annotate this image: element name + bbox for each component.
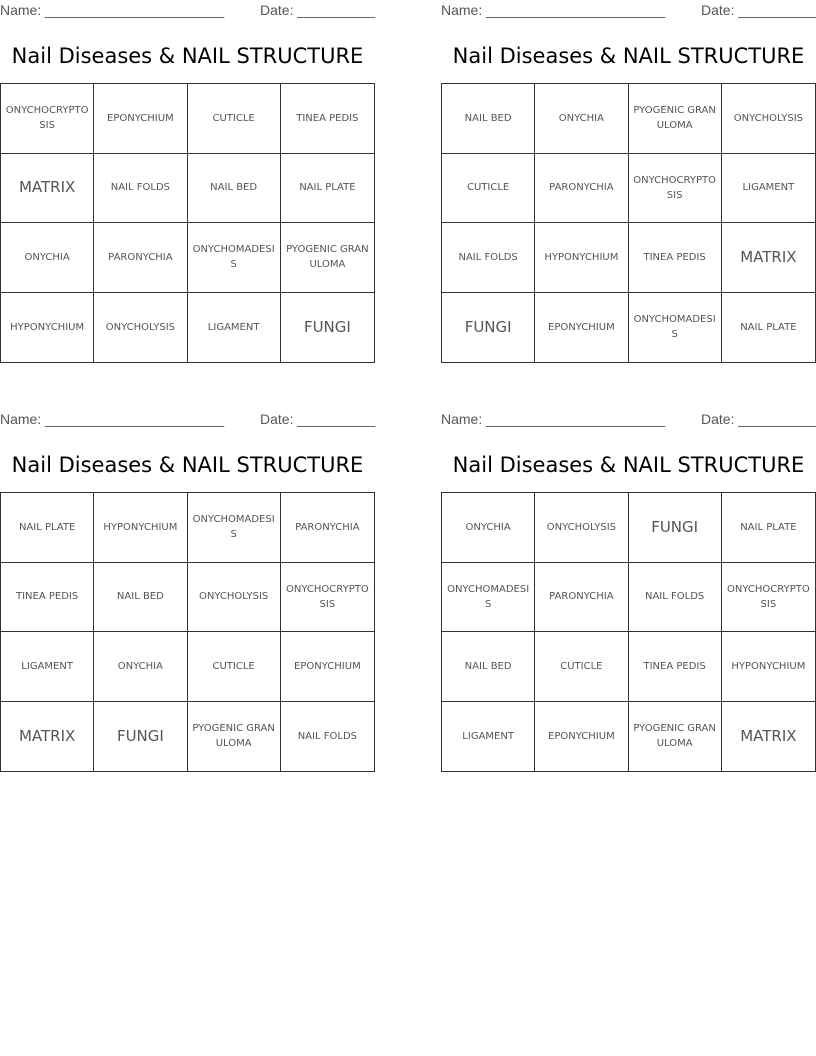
bingo-cell-label: LIGAMENT bbox=[742, 182, 795, 194]
bingo-cell[interactable] bbox=[629, 293, 722, 363]
bingo-grid bbox=[0, 83, 375, 363]
bingo-cell-label: FUNGI bbox=[464, 317, 512, 336]
bingo-cell[interactable] bbox=[629, 632, 722, 702]
bingo-cell-label: MATRIX bbox=[740, 726, 797, 745]
bingo-grid bbox=[0, 492, 375, 772]
bingo-cell-label: LIGAMENT bbox=[207, 321, 260, 333]
bingo-cell-label: ONYCHOLYSIS bbox=[733, 112, 804, 124]
bingo-cell-label: NAIL PLATE bbox=[18, 521, 76, 533]
bingo-cell-label: ONYCHOLYSIS bbox=[546, 521, 617, 533]
bingo-cell-label: EPONYCHIUM bbox=[107, 112, 174, 124]
bingo-cell[interactable] bbox=[535, 702, 628, 772]
card-header-fields bbox=[441, 409, 816, 431]
date-field[interactable]: Date: __________ bbox=[701, 2, 816, 18]
bingo-cell[interactable] bbox=[188, 84, 281, 154]
bingo-cell-label: TINEA PEDIS bbox=[643, 251, 706, 263]
bingo-cell-label: ONYCHIA bbox=[558, 112, 604, 124]
bingo-cell-label: PYOGENIC GRANULOMA bbox=[633, 723, 716, 750]
bingo-cell-label: ONYCHOMADESIS bbox=[633, 314, 716, 341]
date-field[interactable]: Date: __________ bbox=[260, 2, 376, 18]
card-title: Nail Diseases & NAIL STRUCTURE bbox=[452, 44, 805, 68]
bingo-cell[interactable] bbox=[535, 632, 628, 702]
bingo-cell-label: TINEA PEDIS bbox=[296, 112, 359, 124]
bingo-cell-label: MATRIX bbox=[740, 247, 797, 266]
bingo-cell[interactable] bbox=[1, 563, 94, 633]
bingo-cell-label: HYPONYCHIUM bbox=[731, 660, 806, 672]
bingo-cell-label: NAIL FOLDS bbox=[458, 251, 518, 263]
bingo-cell-label: NAIL FOLDS bbox=[110, 182, 170, 194]
bingo-cell-label: EPONYCHIUM bbox=[548, 321, 615, 333]
name-field[interactable]: Name: _______________________ bbox=[441, 411, 666, 427]
bingo-cell[interactable] bbox=[442, 702, 535, 772]
bingo-cell[interactable] bbox=[188, 563, 281, 633]
bingo-cell[interactable] bbox=[629, 223, 722, 293]
bingo-cell-label: NAIL PLATE bbox=[740, 321, 797, 333]
bingo-cell[interactable] bbox=[188, 223, 281, 293]
card-header-fields bbox=[0, 409, 375, 431]
bingo-cell-label: MATRIX bbox=[18, 726, 76, 745]
card-title: Nail Diseases & NAIL STRUCTURE bbox=[452, 453, 805, 477]
bingo-cell[interactable] bbox=[1, 493, 94, 563]
bingo-cell[interactable] bbox=[442, 632, 535, 702]
bingo-cell[interactable] bbox=[535, 293, 628, 363]
bingo-cell-label: PYOGENIC GRANULOMA bbox=[192, 723, 275, 750]
bingo-cell-label: ONYCHOMADESIS bbox=[192, 244, 275, 271]
bingo-cell[interactable] bbox=[722, 702, 815, 772]
bingo-cell[interactable] bbox=[629, 702, 722, 772]
bingo-cell[interactable] bbox=[281, 702, 374, 772]
bingo-cell[interactable] bbox=[442, 563, 535, 633]
bingo-cell-label: NAIL BED bbox=[464, 112, 512, 124]
bingo-cell[interactable] bbox=[535, 223, 628, 293]
bingo-cell[interactable] bbox=[188, 293, 281, 363]
bingo-cell[interactable] bbox=[535, 154, 628, 224]
bingo-cell[interactable] bbox=[1, 632, 94, 702]
bingo-cell-label: TINEA PEDIS bbox=[16, 591, 79, 603]
bingo-cell[interactable] bbox=[629, 493, 722, 563]
bingo-cell-label: ONYCHOLYSIS bbox=[105, 321, 176, 333]
bingo-cell[interactable] bbox=[281, 632, 374, 702]
bingo-cell[interactable] bbox=[442, 493, 535, 563]
bingo-cell-label: FUNGI bbox=[116, 726, 164, 745]
bingo-cell[interactable] bbox=[722, 154, 815, 224]
bingo-cell[interactable] bbox=[281, 154, 374, 224]
bingo-cell-label: NAIL FOLDS bbox=[297, 730, 357, 742]
bingo-cell-label: CUTICLE bbox=[467, 182, 510, 194]
bingo-grid bbox=[441, 492, 816, 772]
bingo-cell-label: PYOGENIC GRANULOMA bbox=[633, 105, 716, 132]
name-field[interactable]: Name: _______________________ bbox=[0, 2, 225, 18]
bingo-cell-label: ONYCHIA bbox=[117, 660, 163, 672]
bingo-cell-label: ONYCHOLYSIS bbox=[198, 591, 269, 603]
bingo-cell[interactable] bbox=[94, 702, 187, 772]
bingo-cell[interactable] bbox=[94, 563, 187, 633]
date-field[interactable]: Date: __________ bbox=[701, 411, 816, 427]
bingo-cell-label: ONYCHOCRYPTOSIS bbox=[286, 583, 369, 610]
bingo-cell[interactable] bbox=[281, 563, 374, 633]
bingo-cell-label: HYPONYCHIUM bbox=[544, 251, 619, 263]
bingo-cell[interactable] bbox=[94, 293, 187, 363]
bingo-cell-label: LIGAMENT bbox=[21, 660, 73, 672]
bingo-cell-label: ONYCHOCRYPTOSIS bbox=[727, 583, 810, 610]
bingo-cell-label: NAIL BED bbox=[210, 182, 258, 194]
bingo-cell[interactable] bbox=[188, 493, 281, 563]
bingo-cell[interactable] bbox=[535, 493, 628, 563]
bingo-cell[interactable] bbox=[94, 632, 187, 702]
name-field[interactable]: Name: _______________________ bbox=[441, 2, 666, 18]
card-title: Nail Diseases & NAIL STRUCTURE bbox=[11, 453, 364, 477]
card-header-fields bbox=[0, 0, 375, 22]
bingo-cell-label: EPONYCHIUM bbox=[548, 730, 615, 742]
bingo-cell-label: PARONYCHIA bbox=[549, 182, 614, 194]
bingo-cell[interactable] bbox=[722, 293, 815, 363]
bingo-cell[interactable] bbox=[722, 84, 815, 154]
bingo-cell[interactable] bbox=[722, 632, 815, 702]
bingo-cell-label: TINEA PEDIS bbox=[643, 660, 706, 672]
bingo-cell-label: PARONYCHIA bbox=[295, 521, 360, 533]
bingo-cell[interactable] bbox=[442, 154, 535, 224]
bingo-cell-label: FUNGI bbox=[651, 517, 699, 536]
bingo-cell-label: CUTICLE bbox=[212, 660, 255, 672]
bingo-cell-label: HYPONYCHIUM bbox=[103, 521, 178, 533]
bingo-cell[interactable] bbox=[535, 563, 628, 633]
card-header-fields bbox=[441, 0, 816, 22]
bingo-cell[interactable] bbox=[94, 84, 187, 154]
bingo-cell-label: NAIL PLATE bbox=[299, 182, 356, 194]
bingo-cell-label: EPONYCHIUM bbox=[294, 660, 361, 672]
bingo-cell[interactable] bbox=[722, 493, 815, 563]
bingo-cell-label: MATRIX bbox=[18, 178, 76, 197]
bingo-cell[interactable] bbox=[629, 563, 722, 633]
bingo-cell-label: NAIL PLATE bbox=[740, 521, 797, 533]
bingo-cell[interactable] bbox=[629, 84, 722, 154]
bingo-cell-label: CUTICLE bbox=[560, 660, 603, 672]
bingo-cell[interactable] bbox=[442, 223, 535, 293]
bingo-cell-label: NAIL BED bbox=[464, 660, 512, 672]
bingo-cell-label: ONYCHOMADESIS bbox=[192, 514, 275, 541]
bingo-cell-label: PARONYCHIA bbox=[108, 251, 173, 263]
bingo-cell-label: ONYCHIA bbox=[465, 521, 511, 533]
bingo-cell[interactable] bbox=[1, 293, 94, 363]
bingo-cell-label: ONYCHOMADESIS bbox=[447, 583, 530, 610]
bingo-cell[interactable] bbox=[94, 493, 187, 563]
bingo-cell-label: HYPONYCHIUM bbox=[10, 321, 85, 333]
bingo-cell-label: FUNGI bbox=[303, 317, 351, 336]
bingo-cell-label: ONYCHOCRYPTOSIS bbox=[5, 105, 89, 132]
bingo-cell-label: ONYCHIA bbox=[24, 251, 70, 263]
bingo-cell[interactable] bbox=[94, 223, 187, 293]
card-title: Nail Diseases & NAIL STRUCTURE bbox=[11, 44, 364, 68]
bingo-cell-label: ONYCHOCRYPTOSIS bbox=[633, 174, 716, 201]
bingo-cell-label: NAIL FOLDS bbox=[644, 591, 705, 603]
bingo-cell[interactable] bbox=[281, 84, 374, 154]
bingo-cell[interactable] bbox=[1, 223, 94, 293]
bingo-cell[interactable] bbox=[281, 223, 374, 293]
bingo-cell[interactable] bbox=[188, 702, 281, 772]
bingo-cell[interactable] bbox=[281, 493, 374, 563]
bingo-cell[interactable] bbox=[281, 293, 374, 363]
bingo-cell[interactable] bbox=[1, 84, 94, 154]
bingo-cell[interactable] bbox=[442, 84, 535, 154]
bingo-cell-label: PARONYCHIA bbox=[549, 591, 614, 603]
bingo-cell[interactable] bbox=[1, 702, 94, 772]
bingo-cell[interactable] bbox=[535, 84, 628, 154]
bingo-cell[interactable] bbox=[94, 154, 187, 224]
bingo-cell[interactable] bbox=[629, 154, 722, 224]
date-field[interactable]: Date: __________ bbox=[260, 411, 376, 427]
bingo-grid bbox=[441, 83, 816, 363]
name-field[interactable]: Name: _______________________ bbox=[0, 411, 225, 427]
bingo-cell-label: PYOGENIC GRANULOMA bbox=[286, 244, 369, 271]
bingo-cell[interactable] bbox=[188, 632, 281, 702]
bingo-cell[interactable] bbox=[722, 223, 815, 293]
bingo-cell-label: CUTICLE bbox=[212, 112, 255, 124]
bingo-cell-label: NAIL BED bbox=[116, 591, 164, 603]
bingo-cell[interactable] bbox=[188, 154, 281, 224]
bingo-cell-label: LIGAMENT bbox=[462, 730, 514, 742]
bingo-cell[interactable] bbox=[442, 293, 535, 363]
bingo-cell[interactable] bbox=[1, 154, 94, 224]
bingo-cell[interactable] bbox=[722, 563, 815, 633]
